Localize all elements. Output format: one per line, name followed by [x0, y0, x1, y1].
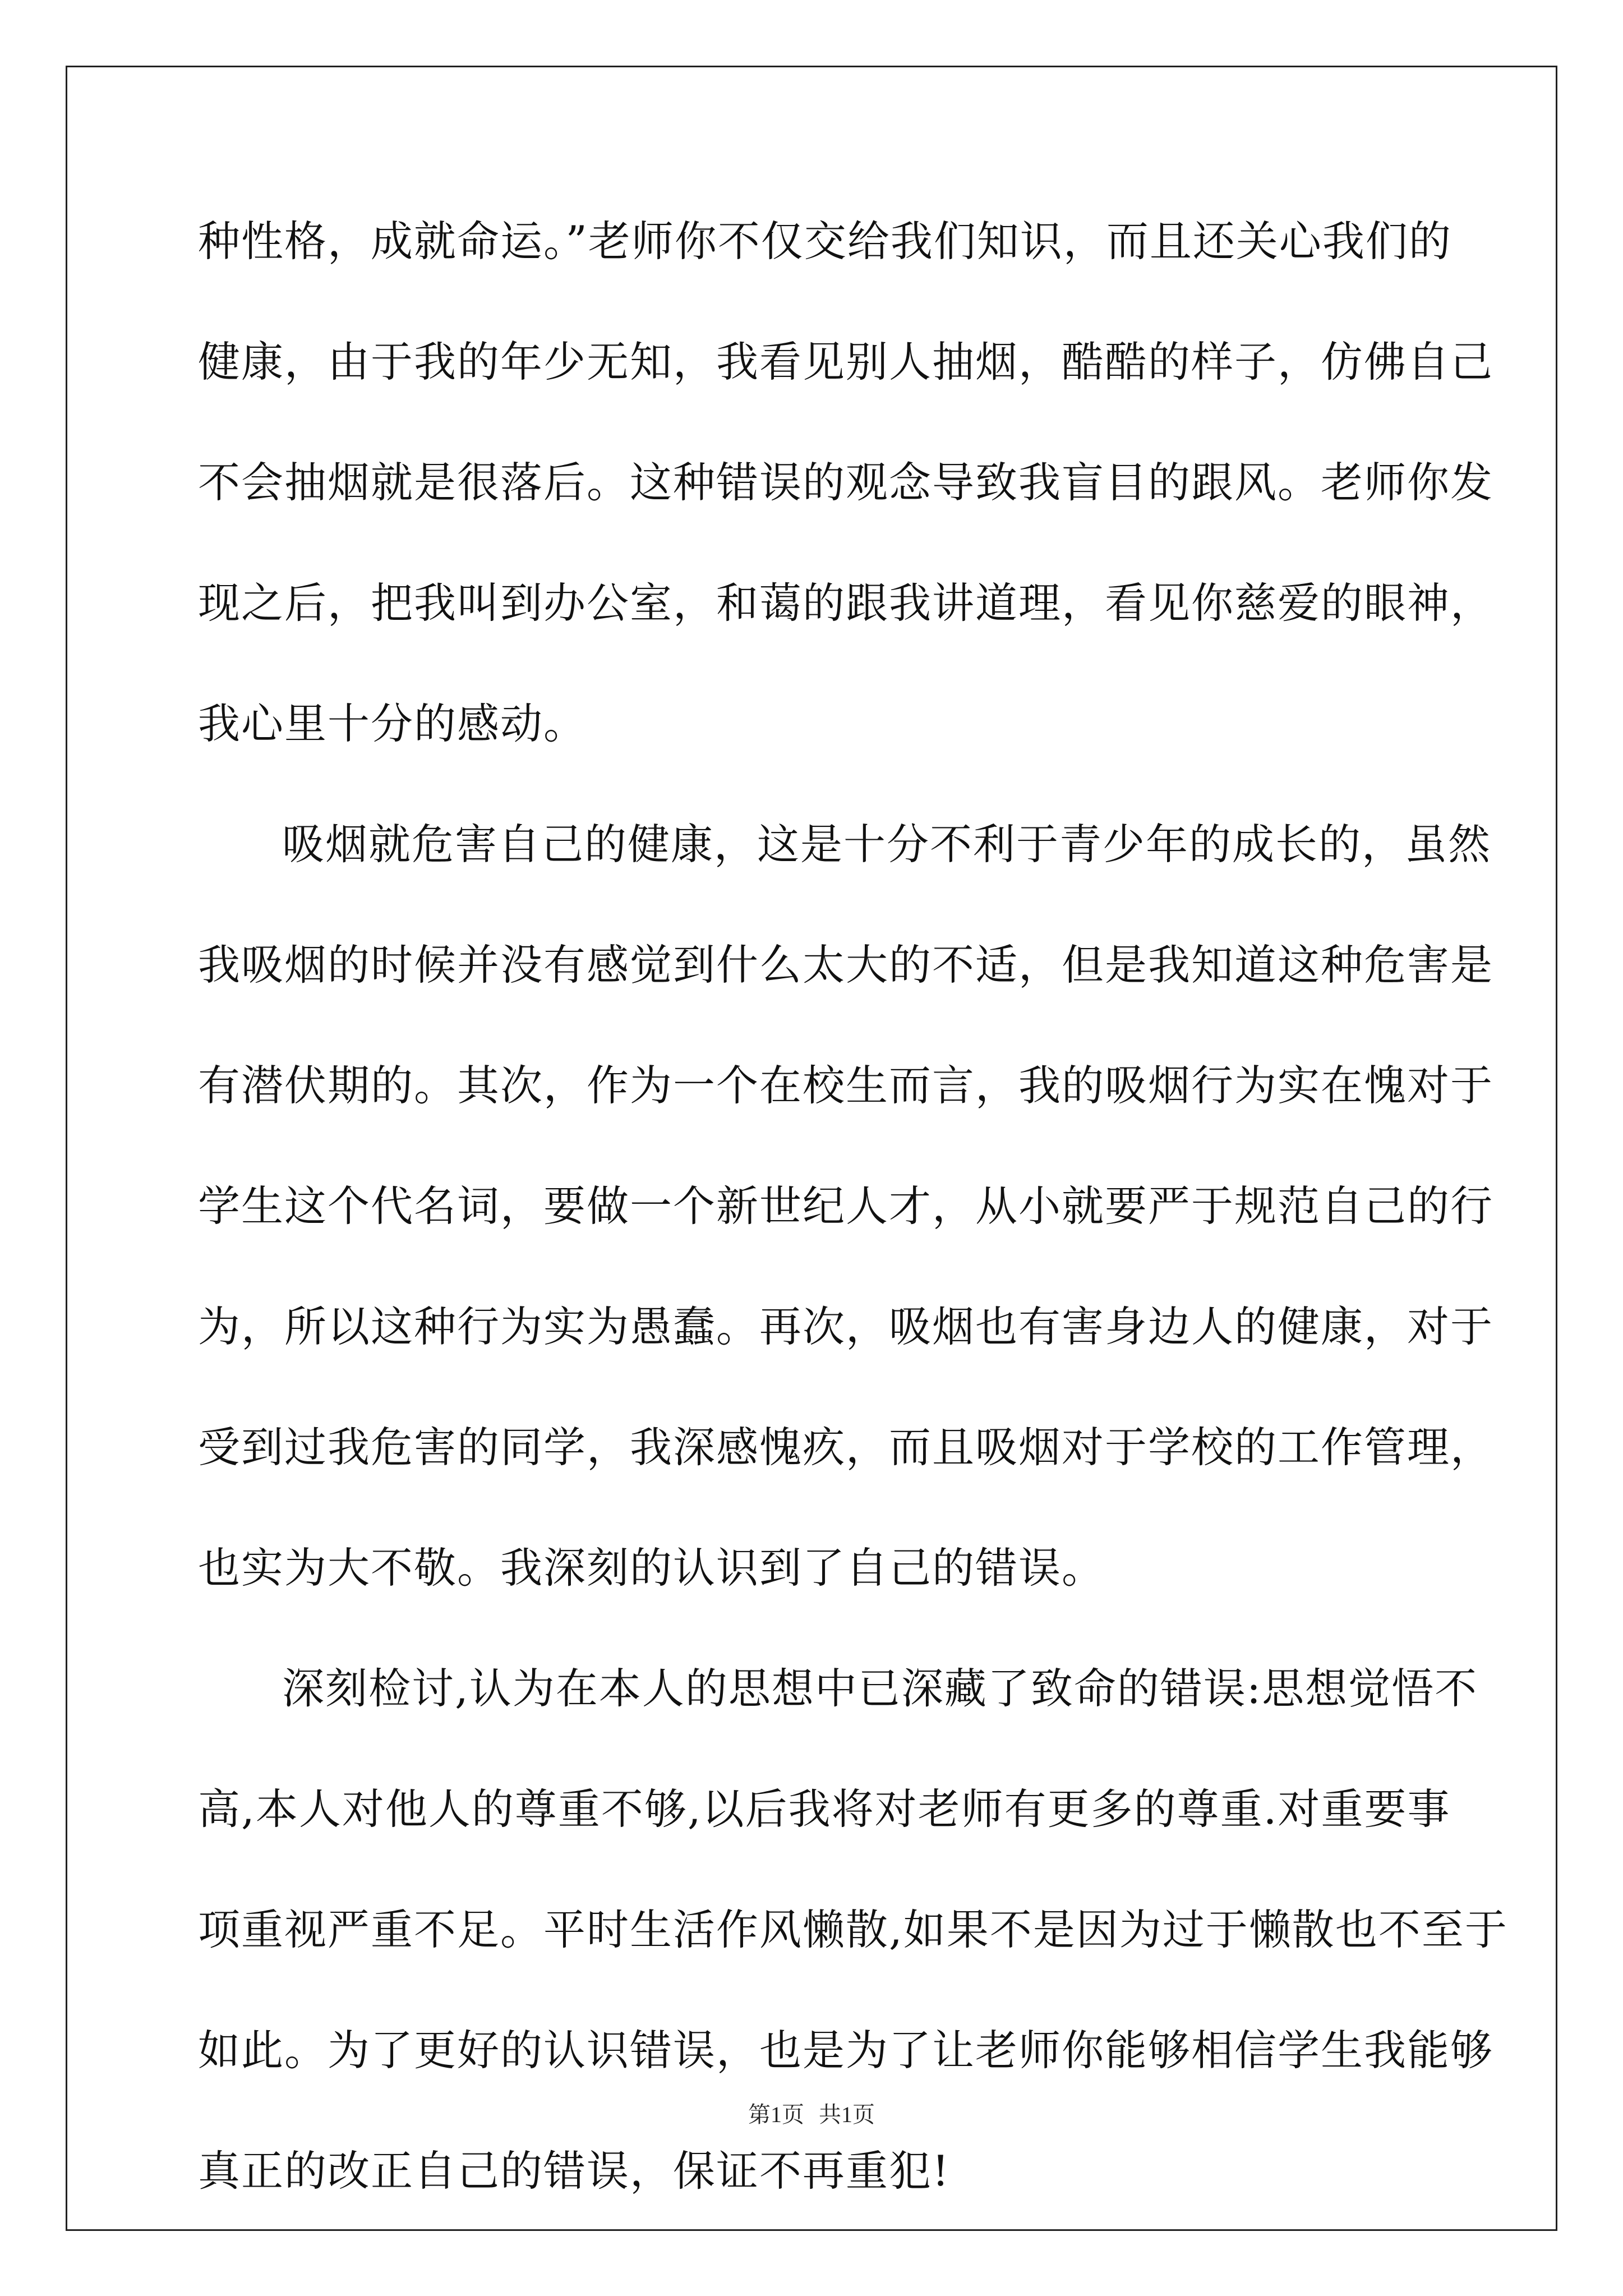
text-line: 如此。为了更好的认识错误，也是为了让老师你能够相信学生我能够 — [198, 2026, 1494, 2075]
text-line: 也实为大不敬。我深刻的认识到了自己的错误。 — [198, 1543, 1105, 1593]
paragraph-first-line: 深刻检讨,认为在本人的思想中已深藏了致命的错误:思想觉悟不 — [282, 1664, 1478, 1713]
text-line: 真正的改正自己的错误，保证不再重犯! — [198, 2146, 951, 2196]
text-line: 高,本人对他人的尊重不够,以后我将对老师有更多的尊重.对重要事 — [198, 1784, 1451, 1834]
text-line: 有潜伏期的。其次，作为一个在校生而言，我的吸烟行为实在愧对于 — [198, 1061, 1494, 1110]
page-total: 共1页 — [819, 2102, 875, 2127]
page-footer — [0, 2101, 1623, 2129]
text-line: 健康，由于我的年少无知，我看见别人抽烟，酷酷的样子，仿佛自己 — [198, 337, 1494, 386]
text-line: 我心里十分的感动。 — [198, 699, 587, 748]
paragraph-first-line: 吸烟就危害自己的健康，这是十分不利于青少年的成长的，虽然 — [282, 820, 1492, 869]
text-line: 不会抽烟就是很落后。这种错误的观念导致我盲目的跟风。老师你发 — [198, 458, 1494, 507]
text-line: 项重视严重不足。平时生活作风懒散,如果不是因为过于懒散也不至于 — [198, 1905, 1508, 1954]
page-current: 第1页 — [748, 2102, 804, 2127]
text-line: 为，所以这种行为实为愚蠢。再次，吸烟也有害身边人的健康，对于 — [198, 1302, 1494, 1351]
text-line: 现之后，把我叫到办公室，和蔼的跟我讲道理，看见你慈爱的眼神， — [198, 578, 1494, 628]
text-line: 学生这个代名词，要做一个新世纪人才，从小就要严于规范自己的行 — [198, 1181, 1494, 1231]
text-line: 种性格，成就命运。”老师你不仅交给我们知识，而且还关心我们的 — [198, 217, 1452, 266]
text-line: 受到过我危害的同学，我深感愧疚，而且吸烟对于学校的工作管理， — [198, 1423, 1494, 1472]
text-line: 我吸烟的时候并没有感觉到什么太大的不适，但是我知道这种危害是 — [198, 940, 1494, 990]
